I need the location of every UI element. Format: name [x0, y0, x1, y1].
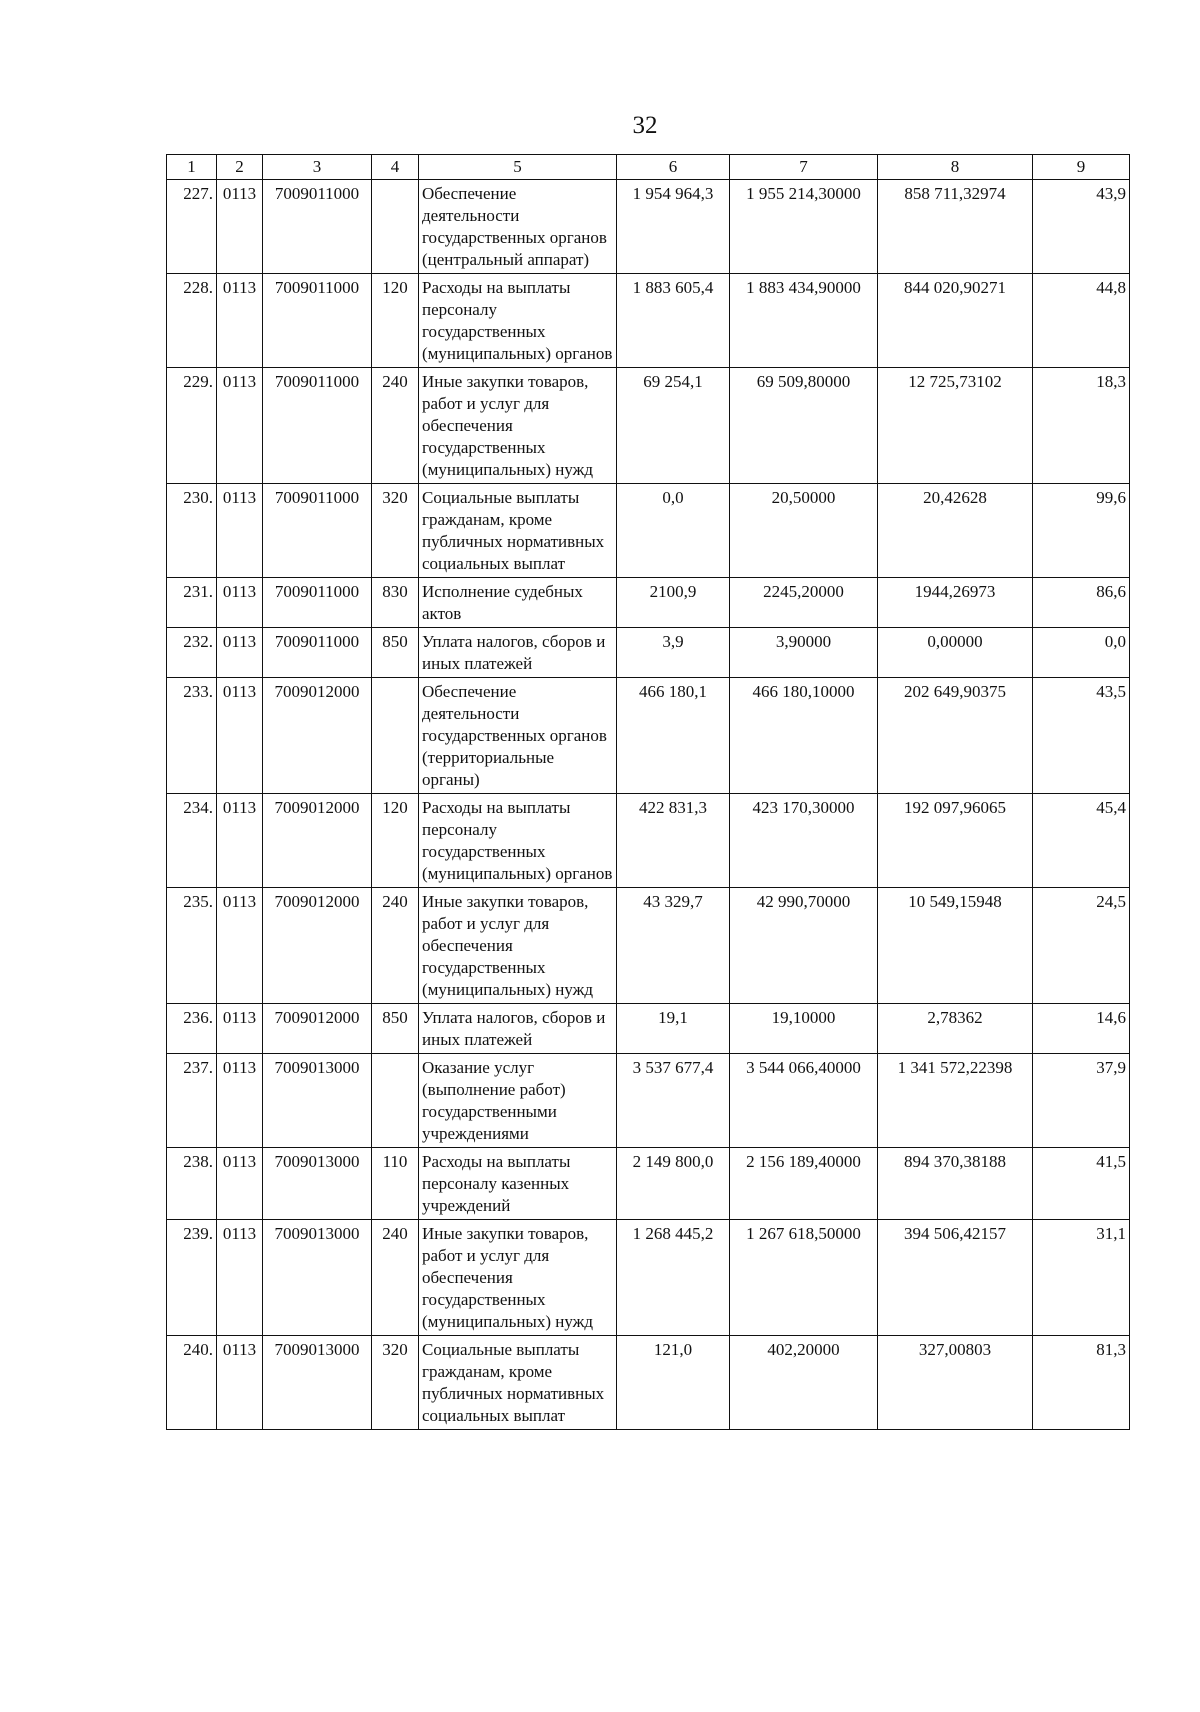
section-code-cell: 0113 — [217, 1220, 263, 1336]
executed-amount-cell: 394 506,42157 — [878, 1220, 1033, 1336]
expense-type-code-cell — [372, 678, 419, 794]
percent-cell: 24,5 — [1033, 888, 1130, 1004]
row-number-cell: 228. — [167, 274, 217, 368]
expense-type-code-cell: 120 — [372, 274, 419, 368]
percent-cell: 44,8 — [1033, 274, 1130, 368]
section-code-cell: 0113 — [217, 1336, 263, 1430]
executed-amount-cell: 192 097,96065 — [878, 794, 1033, 888]
section-code-cell: 0113 — [217, 274, 263, 368]
row-number-cell: 233. — [167, 678, 217, 794]
section-code-cell: 0113 — [217, 484, 263, 578]
description-cell: Обеспечение деятельности государственных органов (центральный аппарат) — [419, 180, 617, 274]
description-cell: Иные закупки товаров, работ и услуг для обеспечения государственных (муниципальных) нужд — [419, 888, 617, 1004]
description-cell: Социальные выплаты гражданам, кроме публичных нормативных социальных выплат — [419, 1336, 617, 1430]
section-code-cell: 0113 — [217, 368, 263, 484]
description-cell: Расходы на выплаты персоналу государственных (муниципальных) органов — [419, 794, 617, 888]
revised-amount-cell: 466 180,10000 — [730, 678, 878, 794]
executed-amount-cell: 1944,26973 — [878, 578, 1033, 628]
expense-type-code-cell: 320 — [372, 484, 419, 578]
executed-amount-cell: 844 020,90271 — [878, 274, 1033, 368]
executed-amount-cell: 327,00803 — [878, 1336, 1033, 1430]
expense-type-code-cell — [372, 1054, 419, 1148]
table-row — [167, 1220, 1130, 1336]
executed-amount-cell: 1 341 572,22398 — [878, 1054, 1033, 1148]
description-cell: Обеспечение деятельности государственных органов (территориальные органы) — [419, 678, 617, 794]
percent-cell: 37,9 — [1033, 1054, 1130, 1148]
executed-amount-cell: 202 649,90375 — [878, 678, 1033, 794]
planned-amount-cell: 466 180,1 — [617, 678, 730, 794]
row-number-cell: 235. — [167, 888, 217, 1004]
planned-amount-cell: 1 883 605,4 — [617, 274, 730, 368]
row-number-cell: 238. — [167, 1148, 217, 1220]
revised-amount-cell: 69 509,80000 — [730, 368, 878, 484]
revised-amount-cell: 3 544 066,40000 — [730, 1054, 878, 1148]
row-number-cell: 230. — [167, 484, 217, 578]
executed-amount-cell: 894 370,38188 — [878, 1148, 1033, 1220]
row-number-cell: 236. — [167, 1004, 217, 1054]
revised-amount-cell: 2 156 189,40000 — [730, 1148, 878, 1220]
column-header: 6 — [617, 155, 730, 180]
expense-type-code-cell — [372, 180, 419, 274]
section-code-cell: 0113 — [217, 794, 263, 888]
target-item-code-cell: 7009011000 — [263, 180, 372, 274]
description-cell: Уплата налогов, сборов и иных платежей — [419, 628, 617, 678]
table-row — [167, 484, 1130, 578]
description-cell: Уплата налогов, сборов и иных платежей — [419, 1004, 617, 1054]
target-item-code-cell: 7009011000 — [263, 578, 372, 628]
revised-amount-cell: 2245,20000 — [730, 578, 878, 628]
expense-type-code-cell: 240 — [372, 888, 419, 1004]
row-number-cell: 231. — [167, 578, 217, 628]
planned-amount-cell: 422 831,3 — [617, 794, 730, 888]
table-row — [167, 1148, 1130, 1220]
executed-amount-cell: 0,00000 — [878, 628, 1033, 678]
column-header: 9 — [1033, 155, 1130, 180]
table-row — [167, 274, 1130, 368]
expense-type-code-cell: 120 — [372, 794, 419, 888]
description-cell: Расходы на выплаты персоналу казенных учреждений — [419, 1148, 617, 1220]
revised-amount-cell: 3,90000 — [730, 628, 878, 678]
percent-cell: 14,6 — [1033, 1004, 1130, 1054]
table-row — [167, 180, 1130, 274]
planned-amount-cell: 1 268 445,2 — [617, 1220, 730, 1336]
header-row — [167, 155, 1130, 180]
planned-amount-cell: 2 149 800,0 — [617, 1148, 730, 1220]
description-cell: Исполнение судебных актов — [419, 578, 617, 628]
planned-amount-cell: 43 329,7 — [617, 888, 730, 1004]
percent-cell: 81,3 — [1033, 1336, 1130, 1430]
percent-cell: 18,3 — [1033, 368, 1130, 484]
row-number-cell: 239. — [167, 1220, 217, 1336]
column-header: 3 — [263, 155, 372, 180]
description-cell: Оказание услуг (выполнение работ) государственными учреждениями — [419, 1054, 617, 1148]
target-item-code-cell: 7009013000 — [263, 1054, 372, 1148]
target-item-code-cell: 7009013000 — [263, 1336, 372, 1430]
percent-cell: 31,1 — [1033, 1220, 1130, 1336]
column-header: 2 — [217, 155, 263, 180]
table-row — [167, 678, 1130, 794]
description-cell: Иные закупки товаров, работ и услуг для обеспечения государственных (муниципальных) нужд — [419, 368, 617, 484]
planned-amount-cell: 121,0 — [617, 1336, 730, 1430]
section-code-cell: 0113 — [217, 628, 263, 678]
expense-type-code-cell: 240 — [372, 368, 419, 484]
planned-amount-cell: 0,0 — [617, 484, 730, 578]
expense-type-code-cell: 830 — [372, 578, 419, 628]
revised-amount-cell: 423 170,30000 — [730, 794, 878, 888]
section-code-cell: 0113 — [217, 578, 263, 628]
executed-amount-cell: 20,42628 — [878, 484, 1033, 578]
expense-type-code-cell: 850 — [372, 1004, 419, 1054]
row-number-cell: 237. — [167, 1054, 217, 1148]
description-cell: Расходы на выплаты персоналу государственных (муниципальных) органов — [419, 274, 617, 368]
table-row — [167, 1054, 1130, 1148]
expense-type-code-cell: 240 — [372, 1220, 419, 1336]
revised-amount-cell: 1 883 434,90000 — [730, 274, 878, 368]
column-header: 5 — [419, 155, 617, 180]
target-item-code-cell: 7009012000 — [263, 794, 372, 888]
section-code-cell: 0113 — [217, 1004, 263, 1054]
row-number-cell: 234. — [167, 794, 217, 888]
revised-amount-cell: 1 267 618,50000 — [730, 1220, 878, 1336]
expense-type-code-cell: 320 — [372, 1336, 419, 1430]
row-number-cell: 232. — [167, 628, 217, 678]
section-code-cell: 0113 — [217, 1054, 263, 1148]
target-item-code-cell: 7009011000 — [263, 274, 372, 368]
table-row — [167, 1336, 1130, 1430]
revised-amount-cell: 20,50000 — [730, 484, 878, 578]
target-item-code-cell: 7009011000 — [263, 484, 372, 578]
description-cell: Социальные выплаты гражданам, кроме публичных нормативных социальных выплат — [419, 484, 617, 578]
section-code-cell: 0113 — [217, 180, 263, 274]
budget-table — [166, 154, 1130, 1430]
section-code-cell: 0113 — [217, 1148, 263, 1220]
executed-amount-cell: 858 711,32974 — [878, 180, 1033, 274]
percent-cell: 86,6 — [1033, 578, 1130, 628]
planned-amount-cell: 3 537 677,4 — [617, 1054, 730, 1148]
target-item-code-cell: 7009012000 — [263, 888, 372, 1004]
table-row — [167, 368, 1130, 484]
page-number: 32 — [632, 112, 658, 139]
target-item-code-cell: 7009011000 — [263, 628, 372, 678]
revised-amount-cell: 19,10000 — [730, 1004, 878, 1054]
column-header: 4 — [372, 155, 419, 180]
table-row — [167, 1004, 1130, 1054]
expense-type-code-cell: 850 — [372, 628, 419, 678]
row-number-cell: 240. — [167, 1336, 217, 1430]
percent-cell: 0,0 — [1033, 628, 1130, 678]
executed-amount-cell: 10 549,15948 — [878, 888, 1033, 1004]
section-code-cell: 0113 — [217, 678, 263, 794]
target-item-code-cell: 7009013000 — [263, 1220, 372, 1336]
revised-amount-cell: 1 955 214,30000 — [730, 180, 878, 274]
revised-amount-cell: 42 990,70000 — [730, 888, 878, 1004]
table-body — [167, 180, 1130, 1430]
percent-cell: 43,5 — [1033, 678, 1130, 794]
planned-amount-cell: 2100,9 — [617, 578, 730, 628]
revised-amount-cell: 402,20000 — [730, 1336, 878, 1430]
percent-cell: 43,9 — [1033, 180, 1130, 274]
executed-amount-cell: 12 725,73102 — [878, 368, 1033, 484]
target-item-code-cell: 7009011000 — [263, 368, 372, 484]
description-cell: Иные закупки товаров, работ и услуг для обеспечения государственных (муниципальных) нужд — [419, 1220, 617, 1336]
expense-type-code-cell: 110 — [372, 1148, 419, 1220]
planned-amount-cell: 1 954 964,3 — [617, 180, 730, 274]
target-item-code-cell: 7009012000 — [263, 1004, 372, 1054]
column-header: 1 — [167, 155, 217, 180]
planned-amount-cell: 69 254,1 — [617, 368, 730, 484]
table-row — [167, 888, 1130, 1004]
target-item-code-cell: 7009013000 — [263, 1148, 372, 1220]
planned-amount-cell: 19,1 — [617, 1004, 730, 1054]
planned-amount-cell: 3,9 — [617, 628, 730, 678]
percent-cell: 99,6 — [1033, 484, 1130, 578]
column-header: 7 — [730, 155, 878, 180]
table-row — [167, 794, 1130, 888]
target-item-code-cell: 7009012000 — [263, 678, 372, 794]
table-header — [167, 155, 1130, 180]
percent-cell: 45,4 — [1033, 794, 1130, 888]
executed-amount-cell: 2,78362 — [878, 1004, 1033, 1054]
percent-cell: 41,5 — [1033, 1148, 1130, 1220]
table-row — [167, 578, 1130, 628]
table-row — [167, 628, 1130, 678]
section-code-cell: 0113 — [217, 888, 263, 1004]
row-number-cell: 229. — [167, 368, 217, 484]
row-number-cell: 227. — [167, 180, 217, 274]
column-header: 8 — [878, 155, 1033, 180]
